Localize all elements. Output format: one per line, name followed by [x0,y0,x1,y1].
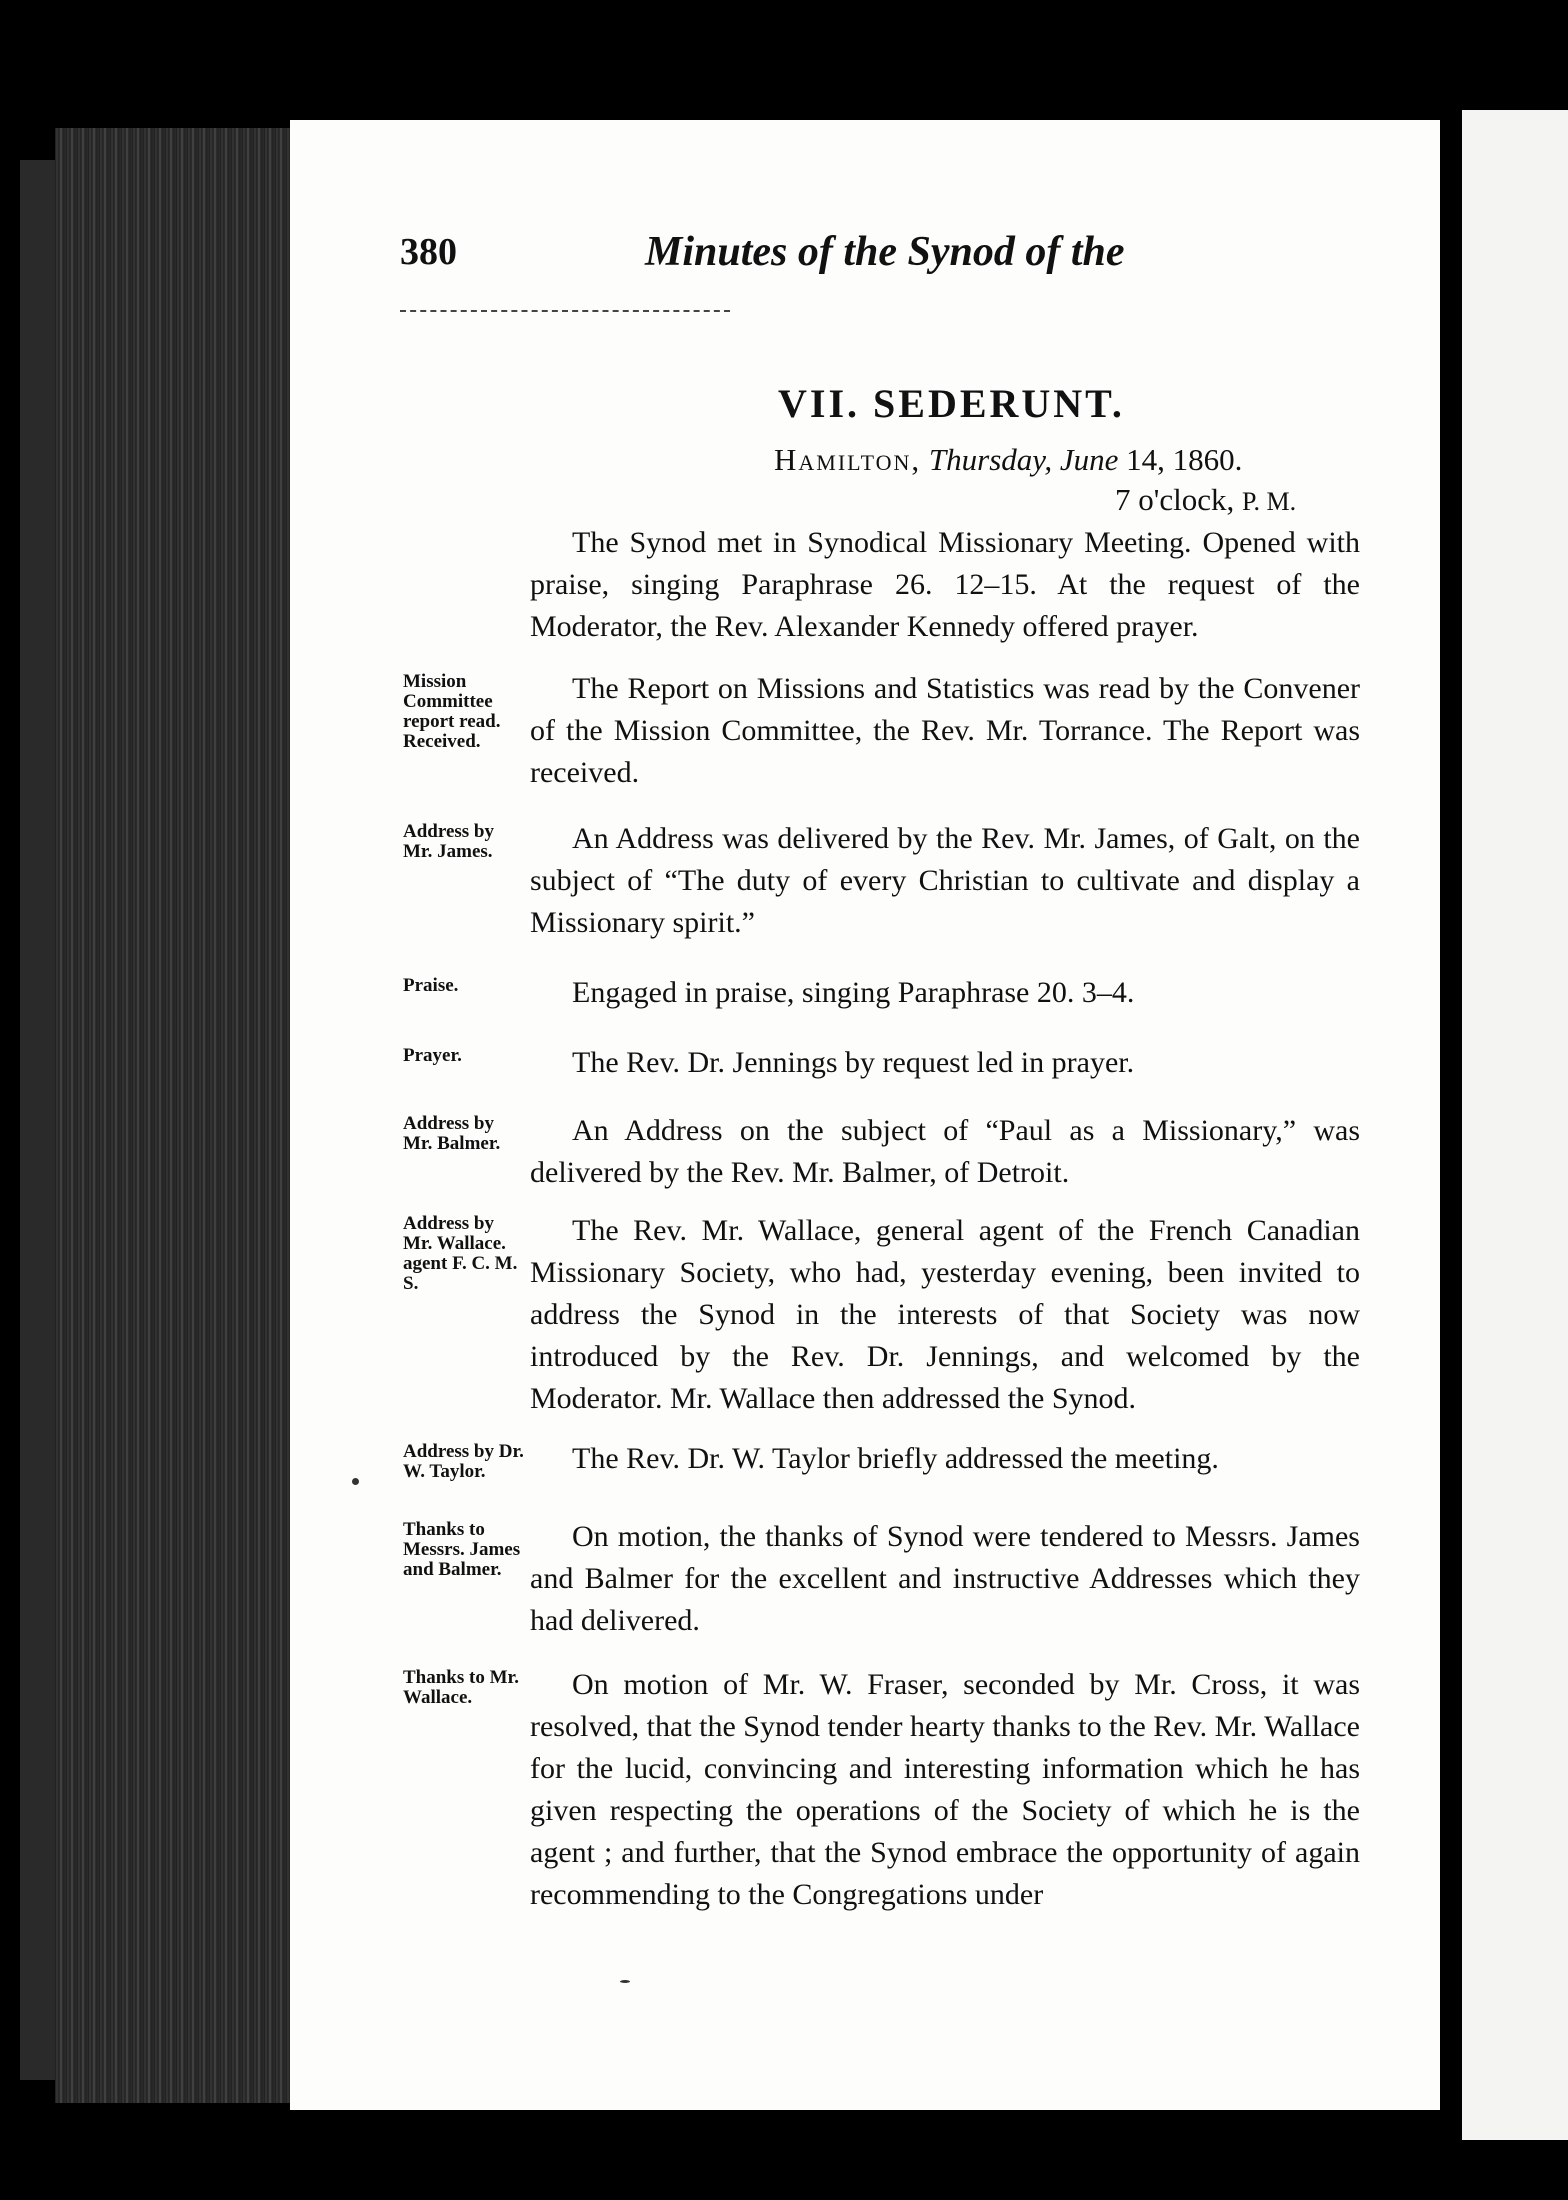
book-page [290,120,1440,2110]
margin-note: Address by Mr. Balmer. [403,1113,501,1154]
entry-text: The Report on Missions and Statistics was read by the Convener of the Mission Committee, the Rev. Mr. Torrance. The Report was received. [530,672,1360,789]
margin-note: Mission Committee report read. Received. [403,671,501,752]
entry-text: On motion of Mr. W. Fraser, seconded by Mr. Cross, it was resolved, that the Synod tender hearty thanks to the Rev. Mr. Wallace for the lucid, convincing and interesting information which he has given respecting the operations of the Society of which he is the agent ; and further, that the Synod embrace the opportunity of again recommending to the Congregations under [530,1668,1360,1911]
meeting-time [1115,482,1296,518]
margin-note: Thanks to Messrs. James and Balmer. [403,1519,521,1580]
book-cover-edge [20,160,60,2080]
scan-speck [352,1478,359,1485]
entry-text: An Address was delivered by the Rev. Mr. James, of Galt, on the subject of “The duty of every Christian to cultivate and display a Missionary spirit.” [530,822,1360,939]
margin-note: Praise. [403,975,459,996]
entry-text: Engaged in praise, singing Paraphrase 20. 3–4. [572,976,1135,1009]
page-number: 380 [400,231,457,273]
intro-paragraph: The Synod met in Synodical Missionary Meeting. Opened with praise, singing Paraphrase 26. 12–15. At the request of the Moderator, the Rev. Alexander Kennedy offered prayer. [530,526,1360,643]
running-title: Minutes of the Synod of the [645,229,1125,275]
header-rule [400,310,730,312]
margin-note: Thanks to Mr. Wallace. [403,1667,519,1708]
book-page-edges [55,128,293,2103]
meeting-time-meridiem: P. M. [1241,487,1297,516]
dateline-date: 14, 1860. [1126,442,1243,477]
dateline [774,442,1242,478]
dateline-day: Thursday, [928,442,1053,477]
dateline-place: Hamilton, [774,442,922,477]
margin-note: Address by Dr. W. Taylor. [403,1441,524,1482]
entry-text: On motion, the thanks of Synod were tendered to Messrs. James and Balmer for the excellent and instructive Addresses which they had delivered. [530,1520,1360,1637]
scan-speck [620,1980,630,1983]
entry-text: The Rev. Mr. Wallace, general agent of the French Canadian Missionary Society, who had, yesterday evening, been invited to address the Synod in the interests of that Society was now introduced by the Rev. Dr. Jennings, and welcomed by the Moderator. Mr. Wallace then addressed the Synod. [530,1214,1360,1415]
margin-note: Prayer. [403,1045,462,1066]
facing-page-fragment [1462,110,1568,2140]
margin-note: Address by Mr. James. [403,821,494,862]
page-header [400,230,1350,300]
entry-text: An Address on the subject of “Paul as a Missionary,” was delivered by the Rev. Mr. Balmer, of Detroit. [530,1114,1360,1189]
book-gutter [1440,100,1460,2150]
sederunt-heading: VII. SEDERUNT. [778,381,1125,426]
meeting-time-value: 7 o'clock, [1115,482,1235,517]
entry-text: The Rev. Dr. Jennings by request led in prayer. [572,1046,1135,1079]
entry-text: The Rev. Dr. W. Taylor briefly addressed the meeting. [572,1442,1219,1475]
dateline-month: June [1059,442,1119,477]
margin-note: Address by Mr. Wallace. agent F. C. M. S. [403,1213,518,1294]
